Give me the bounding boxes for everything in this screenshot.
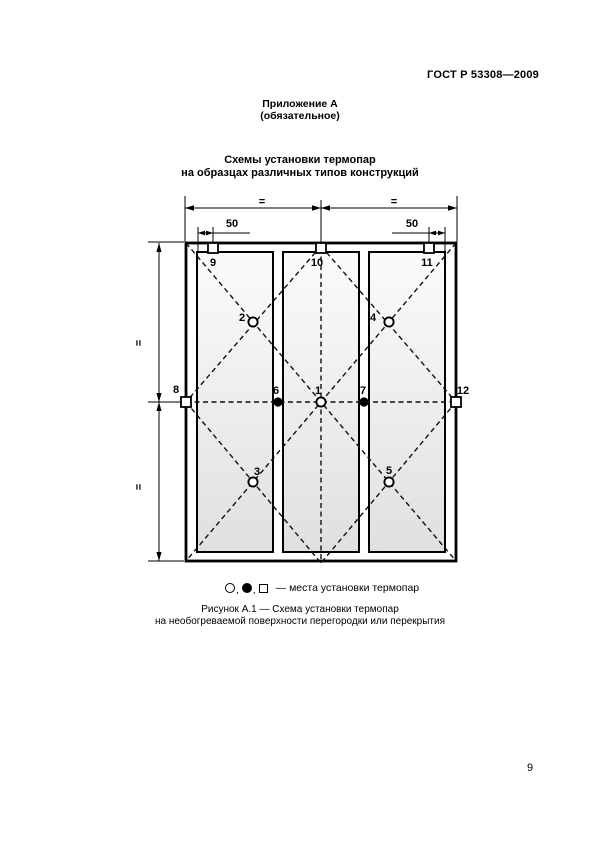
- arrow-side-bottom: [156, 552, 161, 561]
- point-label-10: 10: [310, 257, 324, 269]
- legend-separator: ,: [252, 584, 256, 596]
- point-label-5: 5: [385, 465, 393, 477]
- thermocouple-scheme-diagram: [130, 190, 475, 582]
- point-label-6: 6: [272, 385, 280, 397]
- arrow-50L-b: [206, 231, 213, 236]
- arrow-top-center-l: [312, 205, 321, 210]
- dim-label-50-right: 50: [405, 218, 419, 230]
- dim-label-equal-side-lower: =: [131, 483, 144, 491]
- point-label-2: 2: [238, 312, 246, 324]
- arrow-top-left: [185, 205, 194, 210]
- thermocouple-1-circle-marker: [316, 397, 325, 406]
- arrow-50R-b: [438, 231, 445, 236]
- thermocouple-9-square-marker: [208, 243, 218, 253]
- dim-label-50-left: 50: [225, 218, 239, 230]
- filled-circle-icon: [242, 583, 252, 593]
- thermocouple-10-square-marker: [316, 243, 326, 253]
- point-label-8: 8: [172, 384, 180, 396]
- square-icon: [259, 584, 268, 593]
- standard-number-header: ГОСТ Р 53308—2009: [427, 69, 539, 81]
- annex-heading: [0, 98, 600, 122]
- point-label-1: 1: [314, 385, 322, 397]
- section-title-line1: Схемы установки термопар: [224, 154, 376, 166]
- thermocouple-4-circle-marker: [384, 317, 393, 326]
- thermocouple-8-square-marker: [181, 397, 191, 407]
- arrow-top-right: [448, 205, 457, 210]
- arrow-side-top: [156, 243, 161, 252]
- dim-label-equal-top-right: =: [390, 196, 398, 208]
- annex-title: Приложение А: [262, 98, 338, 110]
- point-label-9: 9: [209, 257, 217, 269]
- legend-items: [225, 582, 419, 594]
- arrow-side-mid-down: [156, 402, 161, 411]
- arrow-50L-a: [198, 231, 205, 236]
- thermocouple-2-circle-marker: [248, 317, 257, 326]
- figure-caption-line1: Рисунок А.1 — Схема установки термопар: [201, 604, 399, 615]
- point-label-4: 4: [369, 312, 377, 324]
- figure-caption-line2: на необогреваемой поверхности перегородки или перекрытия: [154, 616, 446, 627]
- thermocouple-12-square-marker: [451, 397, 461, 407]
- section-title: [0, 154, 600, 180]
- point-label-7: 7: [359, 385, 367, 397]
- section-title-line2: на образцах различных типов конструкций: [181, 167, 419, 179]
- arrow-side-mid-up: [156, 393, 161, 402]
- page-number: 9: [527, 762, 534, 774]
- thermocouple-6-dot-marker: [273, 397, 282, 406]
- dim-label-equal-top-left: =: [258, 196, 266, 208]
- thermocouple-11-square-marker: [424, 243, 434, 253]
- annex-subtitle: (обязательное): [260, 110, 340, 122]
- point-label-12: 12: [456, 385, 470, 397]
- thermocouple-3-circle-marker: [248, 477, 257, 486]
- legend-label: — места установки термопар: [275, 582, 420, 594]
- open-circle-icon: [225, 583, 235, 593]
- figure-caption: [0, 604, 600, 628]
- figure-legend: [0, 582, 600, 594]
- point-label-3: 3: [253, 466, 261, 478]
- arrow-50R-a: [429, 231, 436, 236]
- dim-label-equal-side-upper: =: [131, 339, 144, 347]
- legend-separator: ,: [235, 584, 239, 596]
- arrow-top-center-r: [321, 205, 330, 210]
- thermocouple-5-circle-marker: [384, 477, 393, 486]
- thermocouple-7-dot-marker: [359, 397, 368, 406]
- point-label-11: 11: [421, 257, 433, 269]
- panel-left: [197, 252, 273, 552]
